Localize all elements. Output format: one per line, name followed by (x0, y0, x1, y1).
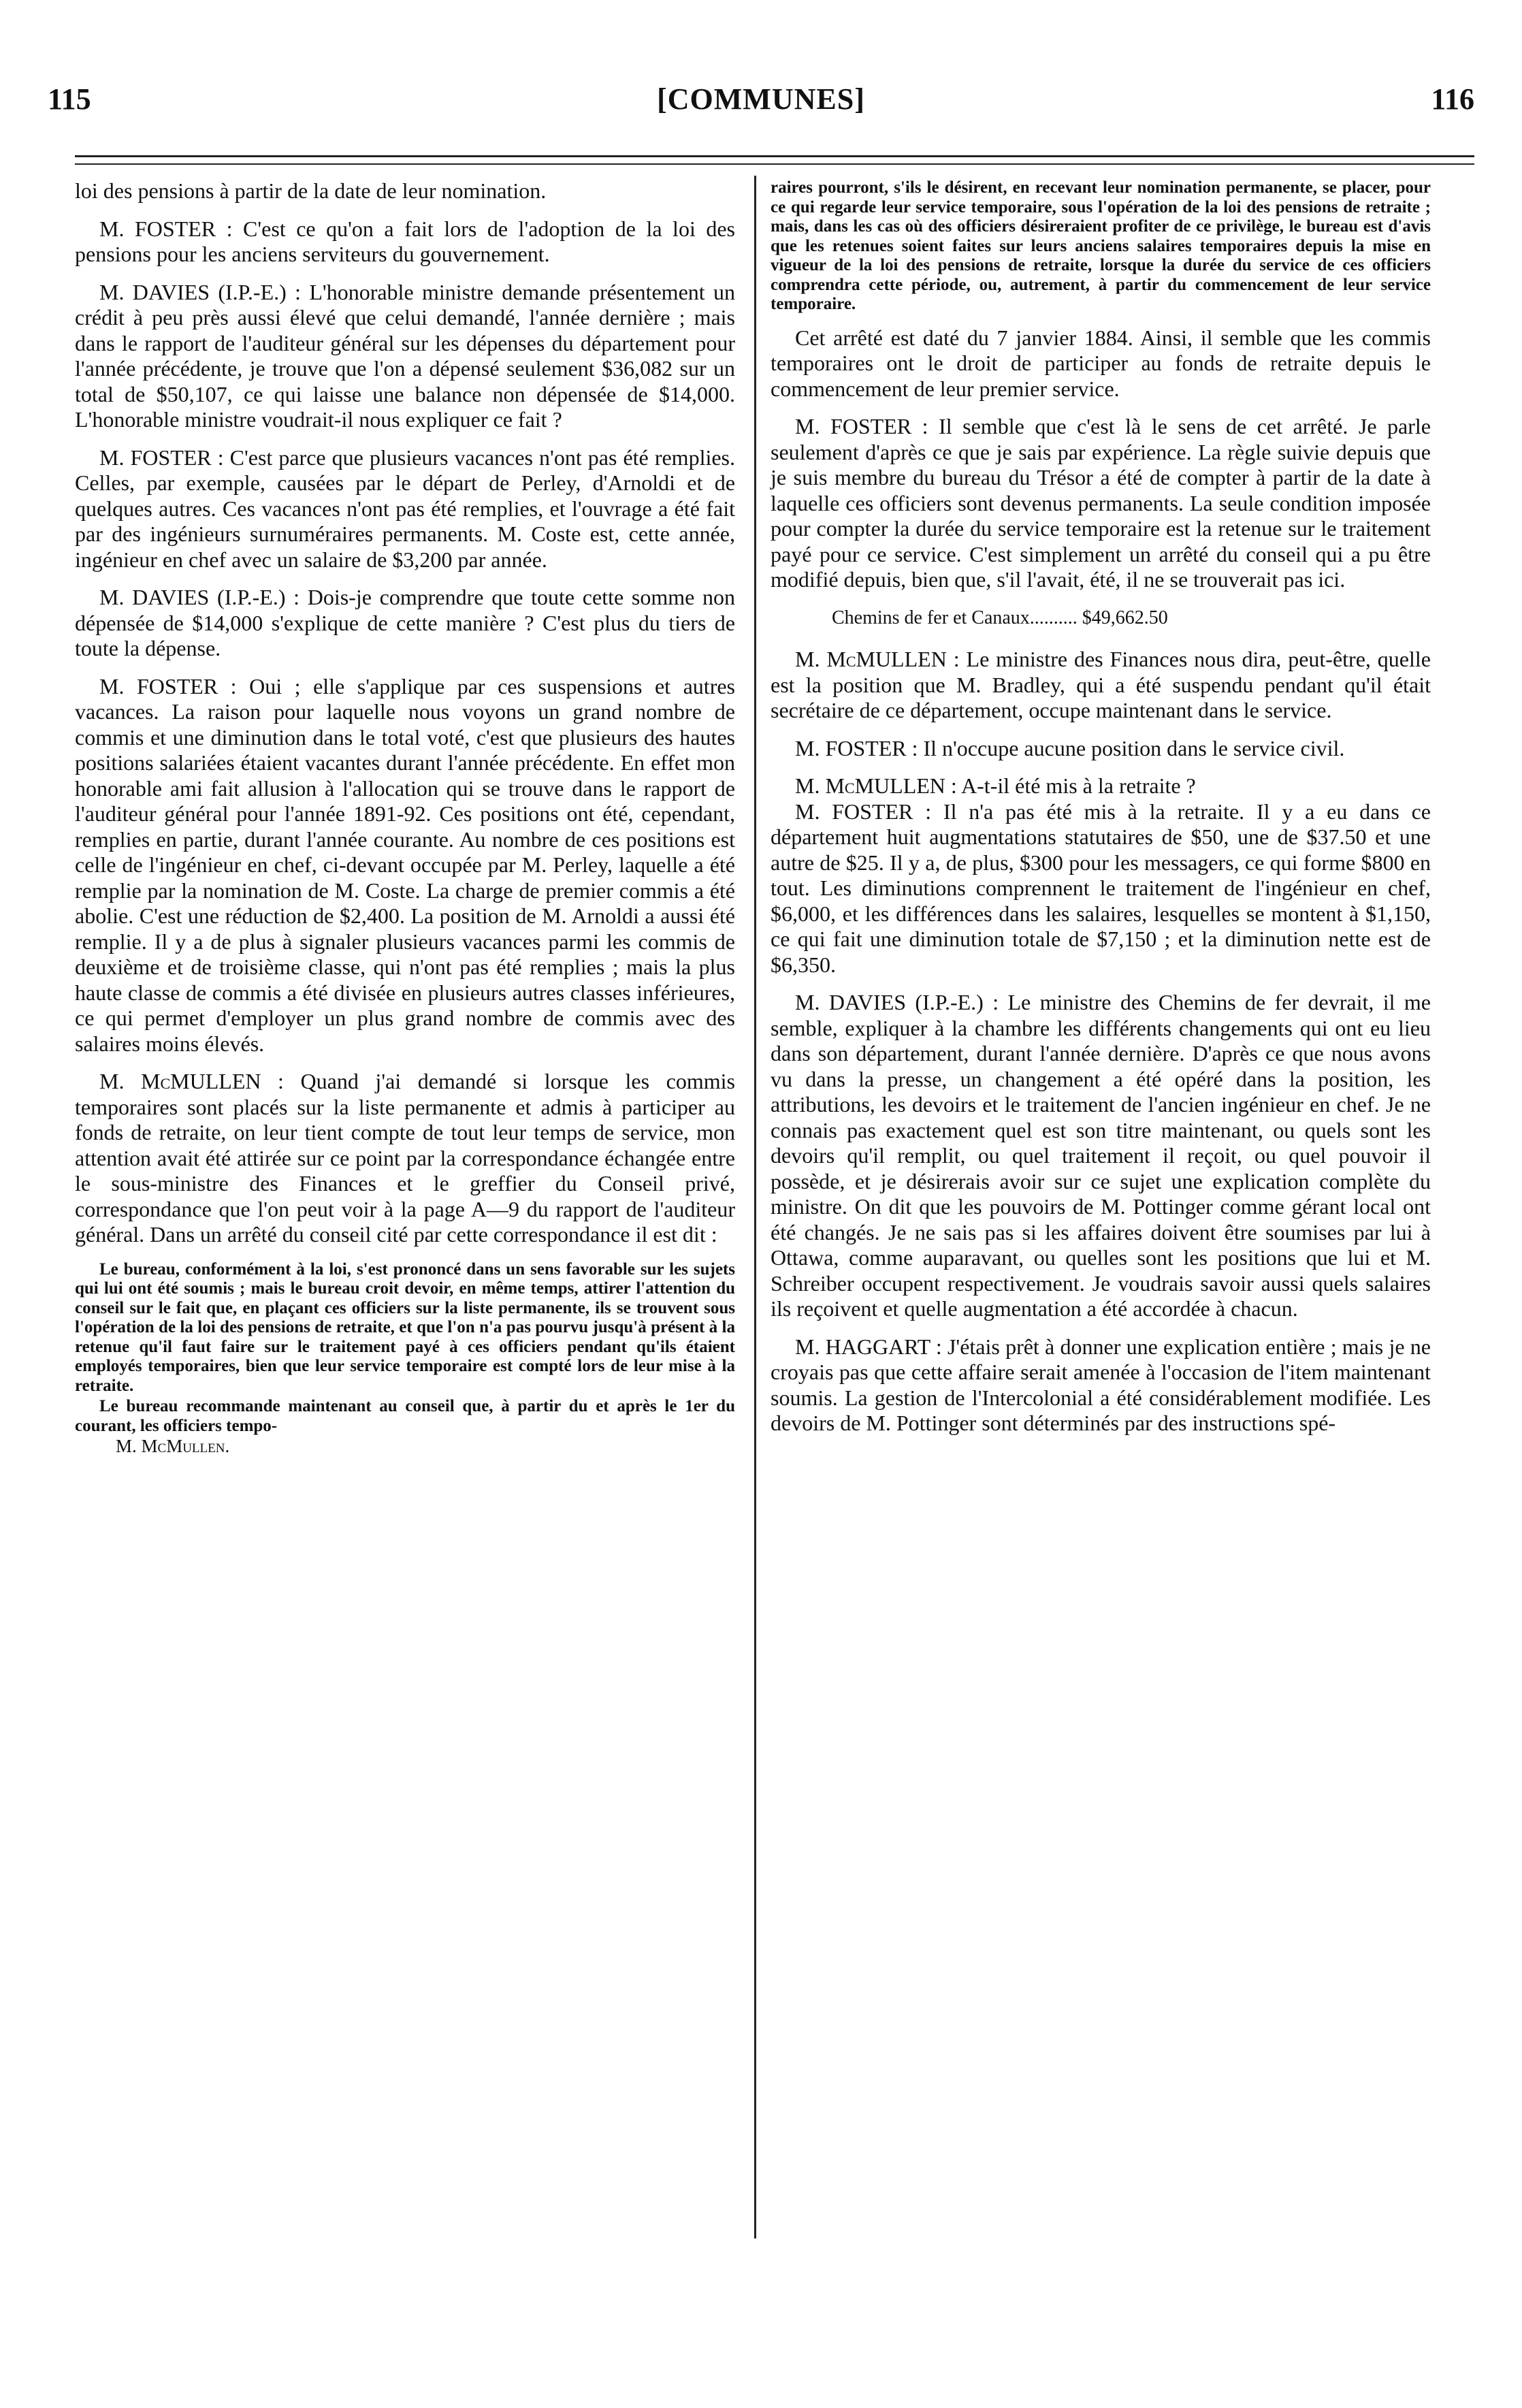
speech-paragraph (771, 990, 1431, 1322)
speaker-name: M. HAGGART : (795, 1334, 942, 1359)
speaker-name: M. DAVIES (I.P.-E.) : (795, 990, 999, 1014)
speech-paragraph (75, 178, 735, 204)
speech-paragraph (771, 1334, 1431, 1436)
quoted-order-para-2: Le bureau recommande maintenant au conseil que, à partir du et après le 1er du courant, les officiers tempo- (75, 1397, 735, 1435)
speaker-name: M. FOSTER : (795, 735, 918, 760)
speech-text: A-t-il été mis à la retraite ? (956, 773, 1196, 798)
speaker-name: M. McMULLEN : (99, 1069, 284, 1093)
speech-paragraph (771, 736, 1431, 762)
speech-paragraph (75, 674, 735, 1057)
speech-text: Il n'a pas été mis à la retraite. Il y a eu dans ce département huit augmentations statutaires de $50, une de $37.50 et une autre de $25. Il y a, de plus, $300 pour les messagers, ce qui forme $800 en tout. Les diminutions comprennent le traitement de l'ingénieur en chef, $6,000, et les différences dans les salaires, lesquelles se montent à $1,150, ce qui fait une diminution totale de $7,150 ; et la diminution nette est de $6,350. (771, 799, 1431, 977)
estimate-item-line: Chemins de fer et Canaux.......... $49,662.50 (832, 607, 1168, 628)
speech-text: Oui ; elle s'applique par ces suspensions et autres vacances. La raison pour laquelle nous voyons un grand nombre de commis et une diminution dans le total voté, c'est que plusieurs des hautes positions salariées étaient vacantes durant l'année précédente. En effet mon honorable ami fait allusion à l'allocation qui se trouve dans le rapport de l'auditeur général pour l'année 1891-92. Ces positions ont été, cependant, remplies en partie, durant l'année courante. Au nombre de ces positions est celle de l'ingénieur en chef, ci-devant occupée par M. Perley, laquelle a été remplie par la nomination de M. Coste. La charge de premier commis a été abolie. C'est une réduction de $2,400. La position de M. Arnoldi a aussi été remplie. Il y a de plus à signaler plusieurs vacances parmi les commis de deuxième et de troisième classe, qui n'ont pas été remplies ; mais la plus haute classe de commis a été divisée en plusieurs autres classes inférieures, ce qui permet d'employer un plus grand nombre de commis avec des salaires moins élevés. (75, 673, 736, 1056)
header-rule-top (75, 155, 1474, 157)
speaker-name: M. DAVIES (I.P.-E.) : (99, 585, 300, 609)
speech-paragraph (771, 647, 1431, 724)
speech-paragraph (75, 585, 735, 662)
speech-paragraph (771, 325, 1431, 402)
speech-paragraph (75, 1069, 735, 1248)
right-paragraphs-a (771, 325, 1431, 593)
speaker-name: M. FOSTER : (99, 445, 224, 470)
right-column (771, 178, 1431, 1449)
left-column (75, 178, 735, 1456)
speech-text: Cet arrêté est daté du 7 janvier 1884. Ainsi, il semble que les commis temporaires ont le droit de participer au fonds de retraite depuis le commencement de leur premier service. (771, 325, 1431, 401)
speech-paragraph (771, 414, 1431, 593)
speech-text: C'est ce qu'on a fait lors de l'adoption de la loi des pensions pour les anciens serviteurs du gouvernement. (75, 216, 736, 266)
speech-paragraph (75, 445, 735, 573)
speech-text: L'honorable ministre demande présentement un crédit à peu près aussi élevé que celui demandé, l'année dernière ; mais dans le rapport de l'auditeur général sur les dépenses du département pour l'année précédente, je trouve que l'on a dépensé seulement $36,082 sur un total de $50,107, ce qui laisse une balance non dépensée de $14,000. L'honorable ministre voudrait-il nous expliquer ce fait ? (75, 279, 736, 432)
margin-signature: M. McMullen. (116, 1436, 230, 1456)
speech-text: Il n'occupe aucune position dans le service civil. (918, 735, 1345, 760)
speaker-name: M. FOSTER : (795, 414, 928, 438)
speech-paragraph (771, 773, 1431, 799)
page-title: [COMMUNES] (657, 82, 865, 116)
speech-text: Le ministre des Chemins de fer devrait, il me semble, expliquer à la chambre les différents changements qui ont eu lieu dans son département, durant l'année dernière. D'après ce que nous avons vu dans la presse, un changement a été opéré dans la position, les attributions, les devoirs et le traitement de l'ancien ingénieur en chef. Je ne connais pas exactement quel est son titre maintenant, ou quels sont les devoirs qu'il remplit, ou quel traitement il reçoit, ou quel pouvoir il possède, et je désirerais avoir sur ce sujet une explication complète du ministre. On dit que les pouvoirs de M. Pottinger comme gérant local ont été changés. Je ne sais pas si les affaires doivent être soumises par lui à Ottawa, comme auparavant, ou quelles sont les positions que lui et M. Schreiber occupent respectivement. Je voudrais savoir aussi quels salaires ils reçoivent et quelle augmentation a été accordée à chacun. (771, 990, 1431, 1321)
speech-text: Dois-je comprendre que toute cette somme non dépensée de $14,000 s'explique de cette manière ? C'est plus du tiers de toute la dépense. (75, 585, 736, 660)
page-number-left: 115 (48, 82, 91, 116)
speech-paragraph (75, 280, 735, 433)
speaker-name: M. FOSTER : (99, 216, 233, 241)
speech-text: Il semble que c'est là le sens de cet arrêté. Je parle seulement d'après ce que je sais par expérience. La règle suivie depuis que je suis membre du bureau du Trésor a été de compter à partir de la date à laquelle ces officiers sont devenus permanents. La seule condition imposée pour compter la durée du service temporaire est la retenue sur le traitement payé pour ce service. C'est simplement un arrêté du conseil qui a pu être modifié depuis, bien que, s'il l'avait, été, il ne se trouverait pas ici. (771, 414, 1431, 592)
speaker-name: M. McMULLEN : (795, 773, 957, 798)
header-rule-bottom (75, 163, 1474, 165)
page-header (48, 82, 1474, 129)
quoted-order-continuation: raires pourront, s'ils le désirent, en recevant leur nomination permanente, se placer, pour ce qui regarde leur service temporaire, sous l'opération de la loi des pensions de retraite ; mais, dans les cas où des officiers désireraient profiter de ce privilège, le bureau est d'avis que les retenues soient faites sur leurs anciens salaires temporaires depuis la mise en vigueur de la loi des pensions de retraite, lorsque la durée du service de ces officiers comprendra cette période, ou, autrement, à partir du commencement de leur service temporaire. (771, 178, 1431, 313)
speaker-name: M. McMULLEN : (795, 647, 960, 671)
speaker-name: M. DAVIES (I.P.-E.) : (99, 279, 302, 304)
speech-text: loi des pensions à partir de la date de leur nomination. (75, 178, 547, 203)
speech-text: Quand j'ai demandé si lorsque les commis temporaires sont placés sur la liste permanente et admis à participer au fonds de retraite, on leur tient compte de tout leur temps de service, mon attention avait été attirée sur ce point par la correspondance échangée entre le sous-ministre des Finances et le greffier du Conseil privé, correspondance que l'on peut voir à la page A—9 du rapport de l'auditeur général. Dans un arrêté du conseil cité par cette correspondance il est dit : (75, 1069, 735, 1247)
speech-paragraph (771, 799, 1431, 978)
speech-paragraph (75, 216, 735, 268)
speech-text: J'étais prêt à donner une explication entière ; mais je ne croyais pas que cette affaire serait amenée à l'occasion de l'item maintenant soumis. La gestion de l'Intercolonial a été considérablement modifiée. Les devoirs de M. Pottinger sont déterminés par des instructions spé- (771, 1334, 1431, 1435)
page-number-right: 116 (1431, 82, 1474, 116)
speaker-name: M. FOSTER : (99, 673, 237, 699)
left-paragraphs (75, 178, 735, 1248)
column-separator (754, 176, 756, 2238)
speech-text: Le ministre des Finances nous dira, peut-être, quelle est la position que M. Bradley, qui a été suspendu pendant qu'il était secrétaire de ce département, occupe maintenant dans le service. (771, 647, 1431, 722)
speaker-name: M. FOSTER : (795, 799, 932, 824)
speech-text: C'est parce que plusieurs vacances n'ont pas été remplies. Celles, par exemple, causées par le départ de Perley, d'Arnoldi et de quelques autres. Ces vacances n'ont pas été remplies, et l'ouvrage a été fait par des ingénieurs surnuméraires permanents. M. Coste est, cette année, ingénieur en chef avec un salaire de $3,200 par année. (75, 445, 736, 572)
quoted-order-para-1: Le bureau, conformément à la loi, s'est prononcé dans un sens favorable sur les sujets qui lui ont été soumis ; mais le bureau croit devoir, en même temps, attirer l'attention du conseil sur le fait que, en plaçant ces officiers sur la liste permanente, ils se trouvent sous l'opération de la loi des pensions de retraite, et que l'on n'a pas pourvu jusqu'à présent à la retenue qu'il faut faire sur le traitement payé à ces officiers pendant qu'ils étaient employés temporaires, bien que leur service temporaire est compté lors de leur mise à la retraite. (75, 1259, 735, 1395)
right-paragraphs-b (771, 647, 1431, 1436)
